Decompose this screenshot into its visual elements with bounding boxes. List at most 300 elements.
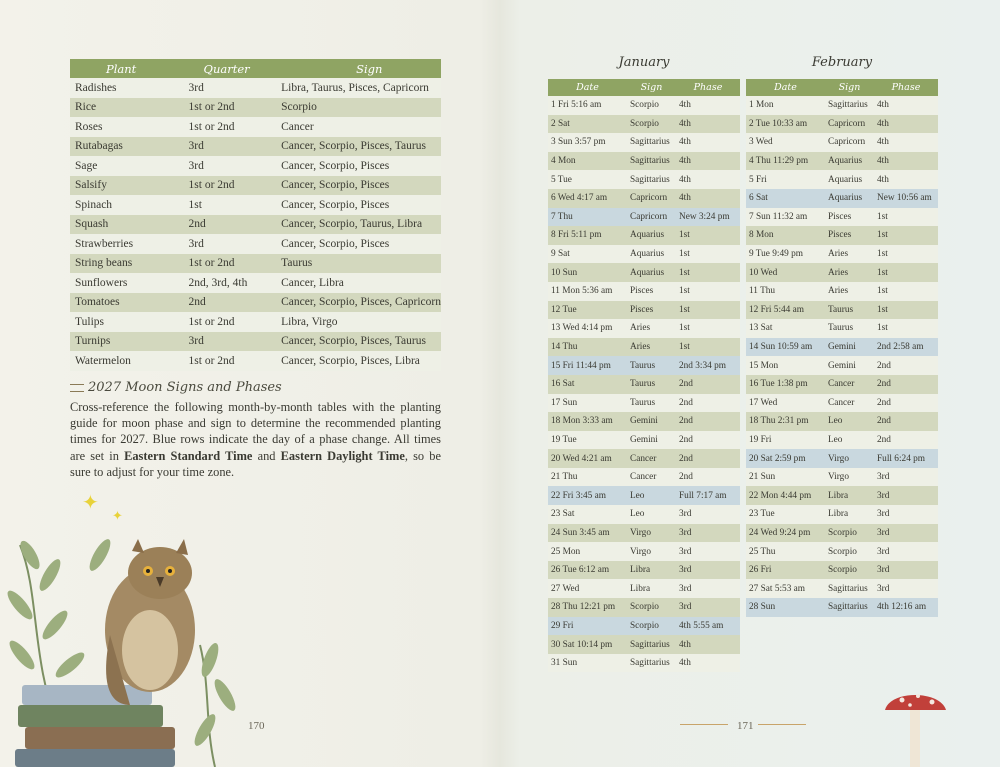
sign-cell: Aquarius <box>825 189 874 208</box>
day-row <box>746 226 938 245</box>
date-cell: 10 Wed <box>746 263 825 282</box>
sign-cell: Libra <box>627 561 676 580</box>
quarter-cell: 2nd, 3rd, 4th <box>184 273 277 293</box>
phase-cell: 4th <box>874 133 938 152</box>
day-row <box>548 579 740 598</box>
phase-cell: 3rd <box>874 579 938 598</box>
day-row <box>548 375 740 394</box>
sign-cell: Aries <box>825 245 874 264</box>
date-cell: 27 Sat 5:53 am <box>746 579 825 598</box>
sign-cell: Cancer <box>627 468 676 487</box>
phase-cell: 1st <box>874 263 938 282</box>
sign-cell: Taurus <box>825 301 874 320</box>
phase-cell: 4th <box>676 133 740 152</box>
sign-cell: Scorpio <box>627 598 676 617</box>
phase-cell: 1st <box>874 319 938 338</box>
date-cell: 26 Tue 6:12 am <box>548 561 627 580</box>
day-row <box>746 449 938 468</box>
day-row <box>746 468 938 487</box>
date-cell: 26 Fri <box>746 561 825 580</box>
plant-row <box>70 293 441 313</box>
date-cell: 24 Sun 3:45 am <box>548 524 627 543</box>
sign-cell: Libra, Virgo <box>276 312 441 332</box>
phase-cell: 2nd <box>676 394 740 413</box>
phase-cell: 3rd <box>676 579 740 598</box>
sign-cell: Sagittarius <box>627 635 676 654</box>
date-cell: 31 Sun <box>548 654 627 673</box>
sign-cell: Cancer, Scorpio, Pisces <box>276 176 441 196</box>
sign-cell: Pisces <box>627 282 676 301</box>
day-row <box>746 133 938 152</box>
phase-cell: New 3:24 pm <box>676 208 740 227</box>
intro-bold-edt: Eastern Daylight Time <box>280 448 405 463</box>
quarter-cell: 1st or 2nd <box>184 176 277 196</box>
phase-cell: 2nd <box>676 412 740 431</box>
plant-cell: Watermelon <box>70 351 184 371</box>
quarter-cell: 2nd <box>184 215 277 235</box>
sign-cell: Libra <box>825 486 874 505</box>
header-phase: Phase <box>874 79 938 96</box>
sign-cell: Taurus <box>825 319 874 338</box>
date-cell: 5 Fri <box>746 170 825 189</box>
day-row <box>548 431 740 450</box>
sign-cell: Capricorn <box>627 189 676 208</box>
plant-cell: Sunflowers <box>70 273 184 293</box>
plant-row <box>70 312 441 332</box>
sign-cell: Cancer, Scorpio, Pisces, Capricorn <box>276 293 441 313</box>
february-table <box>746 79 938 617</box>
page-number-left: 170 <box>248 720 265 732</box>
day-row <box>746 338 938 357</box>
date-cell: 27 Wed <box>548 579 627 598</box>
plant-cell: Roses <box>70 117 184 137</box>
phase-cell: 4th <box>676 189 740 208</box>
day-row <box>548 394 740 413</box>
intro-bold-est: Eastern Standard Time <box>124 448 253 463</box>
date-cell: 10 Sun <box>548 263 627 282</box>
day-row <box>746 486 938 505</box>
sign-cell: Aries <box>825 263 874 282</box>
day-row <box>548 505 740 524</box>
sign-cell: Scorpio <box>825 542 874 561</box>
phase-cell: 2nd <box>676 449 740 468</box>
sign-cell: Aquarius <box>627 226 676 245</box>
month-january <box>548 52 740 672</box>
date-cell: 11 Thu <box>746 282 825 301</box>
day-row <box>548 617 740 636</box>
date-cell: 12 Fri 5:44 am <box>746 301 825 320</box>
day-row <box>548 449 740 468</box>
header-sign: Sign <box>276 59 441 78</box>
phase-cell: 2nd <box>676 431 740 450</box>
day-row <box>746 394 938 413</box>
phase-cell: 4th <box>676 152 740 171</box>
phase-cell: 4th 5:55 am <box>676 617 740 636</box>
date-cell: 13 Sat <box>746 319 825 338</box>
date-cell: 19 Fri <box>746 431 825 450</box>
sign-cell: Taurus <box>627 356 676 375</box>
sign-cell: Aquarius <box>825 152 874 171</box>
january-body <box>548 96 740 672</box>
sign-cell: Cancer, Scorpio, Pisces, Libra <box>276 351 441 371</box>
sign-cell: Sagittarius <box>627 133 676 152</box>
day-row <box>548 524 740 543</box>
date-cell: 21 Thu <box>548 468 627 487</box>
day-row <box>746 245 938 264</box>
sign-cell: Gemini <box>627 412 676 431</box>
sign-cell: Aquarius <box>627 263 676 282</box>
date-cell: 12 Tue <box>548 301 627 320</box>
day-row <box>548 598 740 617</box>
plant-cell: Turnips <box>70 332 184 352</box>
date-cell: 25 Thu <box>746 542 825 561</box>
phase-cell: 1st <box>676 282 740 301</box>
sign-cell: Cancer, Scorpio, Pisces, Taurus <box>276 137 441 157</box>
day-row <box>548 561 740 580</box>
sign-cell: Scorpio <box>825 561 874 580</box>
day-row <box>746 301 938 320</box>
phase-cell: 1st <box>874 282 938 301</box>
sign-cell: Capricorn <box>825 115 874 134</box>
mushroom-illustration <box>880 688 950 767</box>
date-cell: 14 Thu <box>548 338 627 357</box>
feather-ornament-icon <box>70 384 84 392</box>
january-table <box>548 79 740 672</box>
date-cell: 22 Fri 3:45 am <box>548 486 627 505</box>
date-cell: 29 Fri <box>548 617 627 636</box>
intro-text-1: Cross-reference the following month-by-month tables with the planting guide for moon phase and sign to determine the recommended planting times for 2027. Blue rows indicate the day of a phase change. All times are set in <box>70 400 441 463</box>
sign-cell: Leo <box>627 505 676 524</box>
phase-cell: 2nd <box>874 356 938 375</box>
phase-cell: 2nd <box>874 394 938 413</box>
sign-cell: Gemini <box>825 338 874 357</box>
sign-cell: Cancer <box>627 449 676 468</box>
date-cell: 4 Thu 11:29 pm <box>746 152 825 171</box>
sign-cell: Cancer <box>825 375 874 394</box>
day-row <box>746 561 938 580</box>
date-cell: 5 Tue <box>548 170 627 189</box>
month-title-february: February <box>811 55 873 70</box>
date-cell: 1 Mon <box>746 96 825 115</box>
day-row <box>746 524 938 543</box>
day-row <box>548 189 740 208</box>
sign-cell: Aquarius <box>825 170 874 189</box>
phase-cell: Full 7:17 am <box>676 486 740 505</box>
phase-cell: 1st <box>676 338 740 357</box>
day-row <box>548 96 740 115</box>
date-cell: 6 Sat <box>746 189 825 208</box>
day-row <box>746 598 938 617</box>
divider-ornament <box>758 724 806 725</box>
phase-cell: 3rd <box>874 486 938 505</box>
sign-cell: Sagittarius <box>825 96 874 115</box>
date-cell: 28 Thu 12:21 pm <box>548 598 627 617</box>
phase-cell: 3rd <box>676 598 740 617</box>
plant-cell: Tomatoes <box>70 293 184 313</box>
sign-cell: Virgo <box>825 468 874 487</box>
sign-cell: Scorpio <box>627 96 676 115</box>
date-cell: 15 Mon <box>746 356 825 375</box>
date-cell: 24 Wed 9:24 pm <box>746 524 825 543</box>
phase-cell: 1st <box>874 226 938 245</box>
phase-cell: 1st <box>874 301 938 320</box>
header-plant: Plant <box>70 59 184 78</box>
sign-cell: Sagittarius <box>825 579 874 598</box>
plant-cell: Rice <box>70 98 184 118</box>
sign-cell: Capricorn <box>825 133 874 152</box>
plant-cell: Spinach <box>70 195 184 215</box>
date-cell: 21 Sun <box>746 468 825 487</box>
day-row <box>746 282 938 301</box>
phase-cell: 1st <box>874 208 938 227</box>
header-date: Date <box>746 79 825 96</box>
sign-cell: Taurus <box>276 254 441 274</box>
sign-cell: Sagittarius <box>627 170 676 189</box>
day-row <box>548 245 740 264</box>
day-row <box>548 635 740 654</box>
day-row <box>548 115 740 134</box>
day-row <box>548 208 740 227</box>
month-title-january: January <box>618 55 670 70</box>
quarter-cell: 1st or 2nd <box>184 312 277 332</box>
quarter-cell: 3rd <box>184 78 277 98</box>
plant-row <box>70 273 441 293</box>
phase-cell: 4th <box>874 115 938 134</box>
sign-cell: Gemini <box>627 431 676 450</box>
date-cell: 7 Sun 11:32 am <box>746 208 825 227</box>
sign-cell: Scorpio <box>627 115 676 134</box>
phase-cell: 1st <box>874 245 938 264</box>
phase-cell: 1st <box>676 301 740 320</box>
plant-row <box>70 78 441 98</box>
phase-cell: 4th <box>874 170 938 189</box>
phase-cell: 4th <box>676 170 740 189</box>
day-row <box>746 115 938 134</box>
sign-cell: Aries <box>825 282 874 301</box>
day-row <box>548 319 740 338</box>
phase-cell: 4th 12:16 am <box>874 598 938 617</box>
quarter-cell: 3rd <box>184 156 277 176</box>
date-cell: 8 Mon <box>746 226 825 245</box>
date-cell: 7 Thu <box>548 208 627 227</box>
sign-cell: Pisces <box>825 208 874 227</box>
sign-cell: Pisces <box>825 226 874 245</box>
date-cell: 2 Sat <box>548 115 627 134</box>
day-row <box>746 170 938 189</box>
date-cell: 22 Mon 4:44 pm <box>746 486 825 505</box>
phase-cell: 2nd <box>874 375 938 394</box>
phase-cell: 3rd <box>874 468 938 487</box>
phase-cell: 3rd <box>874 542 938 561</box>
sign-cell: Taurus <box>627 394 676 413</box>
section-title-text: 2027 Moon Signs and Phases <box>88 380 282 395</box>
phase-cell: 2nd <box>676 468 740 487</box>
date-cell: 1 Fri 5:16 am <box>548 96 627 115</box>
sign-cell: Sagittarius <box>627 152 676 171</box>
phase-cell: 4th <box>874 152 938 171</box>
sign-cell: Scorpio <box>276 98 441 118</box>
sign-cell: Virgo <box>627 524 676 543</box>
phase-cell: 1st <box>676 226 740 245</box>
quarter-cell: 1st or 2nd <box>184 98 277 118</box>
phase-cell: 2nd <box>874 412 938 431</box>
plant-row <box>70 254 441 274</box>
plant-cell: Sage <box>70 156 184 176</box>
february-header-row <box>746 79 938 96</box>
date-cell: 23 Sat <box>548 505 627 524</box>
day-row <box>746 189 938 208</box>
date-cell: 18 Mon 3:33 am <box>548 412 627 431</box>
phase-cell: 2nd 3:34 pm <box>676 356 740 375</box>
phase-cell: 1st <box>676 263 740 282</box>
sign-cell: Cancer, Scorpio, Pisces <box>276 156 441 176</box>
sign-cell: Cancer, Scorpio, Pisces, Taurus <box>276 332 441 352</box>
quarter-cell: 1st or 2nd <box>184 351 277 371</box>
header-sign: Sign <box>627 79 676 96</box>
phase-cell: Full 6:24 pm <box>874 449 938 468</box>
star-icon: ✦ <box>112 508 123 523</box>
date-cell: 8 Fri 5:11 pm <box>548 226 627 245</box>
sign-cell: Libra <box>627 579 676 598</box>
day-row <box>548 226 740 245</box>
date-cell: 18 Thu 2:31 pm <box>746 412 825 431</box>
phase-cell: 3rd <box>676 505 740 524</box>
date-cell: 15 Fri 11:44 pm <box>548 356 627 375</box>
sign-cell: Virgo <box>627 542 676 561</box>
sign-cell: Aries <box>627 338 676 357</box>
date-cell: 3 Wed <box>746 133 825 152</box>
phase-cell: 3rd <box>676 542 740 561</box>
day-row <box>746 505 938 524</box>
plant-row <box>70 98 441 118</box>
plant-cell: Rutabagas <box>70 137 184 157</box>
day-row <box>746 208 938 227</box>
page-number-right: 171 <box>737 720 754 732</box>
sign-cell: Leo <box>627 486 676 505</box>
day-row <box>548 170 740 189</box>
sign-cell: Aries <box>627 319 676 338</box>
sign-cell: Capricorn <box>627 208 676 227</box>
sign-cell: Cancer, Libra <box>276 273 441 293</box>
day-row <box>548 654 740 673</box>
sign-cell: Libra <box>825 505 874 524</box>
day-row <box>746 152 938 171</box>
date-cell: 16 Tue 1:38 pm <box>746 375 825 394</box>
day-row <box>548 263 740 282</box>
plant-row <box>70 137 441 157</box>
phase-cell: 3rd <box>676 561 740 580</box>
date-cell: 23 Tue <box>746 505 825 524</box>
intro-text-2: , so be sure to adjust for your time zone. <box>70 448 441 479</box>
day-row <box>548 338 740 357</box>
header-date: Date <box>548 79 627 96</box>
sign-cell: Aquarius <box>627 245 676 264</box>
sign-cell: Leo <box>825 412 874 431</box>
plant-row <box>70 234 441 254</box>
sign-cell: Cancer, Scorpio, Taurus, Libra <box>276 215 441 235</box>
quarter-cell: 2nd <box>184 293 277 313</box>
sign-cell: Cancer, Scorpio, Pisces <box>276 195 441 215</box>
date-cell: 9 Tue 9:49 pm <box>746 245 825 264</box>
quarter-cell: 3rd <box>184 234 277 254</box>
quarter-cell: 1st or 2nd <box>184 117 277 137</box>
date-cell: 3 Sun 3:57 pm <box>548 133 627 152</box>
sign-cell: Gemini <box>825 356 874 375</box>
sign-cell: Sagittarius <box>825 598 874 617</box>
plant-cell: Tulips <box>70 312 184 332</box>
phase-cell: 3rd <box>676 524 740 543</box>
plant-row <box>70 195 441 215</box>
quarter-cell: 3rd <box>184 137 277 157</box>
sign-cell: Taurus <box>627 375 676 394</box>
day-row <box>746 412 938 431</box>
header-sign: Sign <box>825 79 874 96</box>
plant-row <box>70 156 441 176</box>
day-row <box>548 133 740 152</box>
date-cell: 20 Sat 2:59 pm <box>746 449 825 468</box>
date-cell: 13 Wed 4:14 pm <box>548 319 627 338</box>
february-body <box>746 96 938 617</box>
day-row <box>746 96 938 115</box>
phase-cell: 2nd <box>874 431 938 450</box>
date-cell: 6 Wed 4:17 am <box>548 189 627 208</box>
intro-text-and: and <box>252 448 281 463</box>
sign-cell: Cancer, Scorpio, Pisces <box>276 234 441 254</box>
owl-on-books-illustration <box>0 535 240 767</box>
sign-cell: Libra, Taurus, Pisces, Capricorn <box>276 78 441 98</box>
date-cell: 14 Sun 10:59 am <box>746 338 825 357</box>
intro-paragraph <box>70 399 441 480</box>
phase-cell: 1st <box>676 245 740 264</box>
sign-cell: Sagittarius <box>627 654 676 673</box>
phase-cell: 2nd <box>676 375 740 394</box>
star-icon: ✦ <box>82 492 99 514</box>
month-february <box>746 52 938 617</box>
plant-cell: Salsify <box>70 176 184 196</box>
date-cell: 28 Sun <box>746 598 825 617</box>
date-cell: 30 Sat 10:14 pm <box>548 635 627 654</box>
plant-row <box>70 351 441 371</box>
date-cell: 20 Wed 4:21 am <box>548 449 627 468</box>
quarter-cell: 1st or 2nd <box>184 254 277 274</box>
phase-cell: 4th <box>676 96 740 115</box>
day-row <box>746 375 938 394</box>
section-title <box>70 380 282 395</box>
plant-table-body <box>70 78 441 371</box>
phase-cell: 4th <box>676 635 740 654</box>
plant-cell: Radishes <box>70 78 184 98</box>
date-cell: 11 Mon 5:36 am <box>548 282 627 301</box>
phase-cell: 3rd <box>874 524 938 543</box>
day-row <box>548 468 740 487</box>
header-quarter: Quarter <box>184 59 277 78</box>
day-row <box>746 356 938 375</box>
sign-cell: Scorpio <box>825 524 874 543</box>
plant-row <box>70 215 441 235</box>
date-cell: 25 Mon <box>548 542 627 561</box>
planting-guide-table <box>70 59 441 371</box>
sign-cell: Virgo <box>825 449 874 468</box>
phase-cell: 2nd 2:58 am <box>874 338 938 357</box>
phase-cell: 4th <box>874 96 938 115</box>
sign-cell: Scorpio <box>627 617 676 636</box>
plant-row <box>70 117 441 137</box>
date-cell: 17 Wed <box>746 394 825 413</box>
day-row <box>548 486 740 505</box>
plant-row <box>70 332 441 352</box>
date-cell: 9 Sat <box>548 245 627 264</box>
divider-ornament <box>680 724 728 725</box>
